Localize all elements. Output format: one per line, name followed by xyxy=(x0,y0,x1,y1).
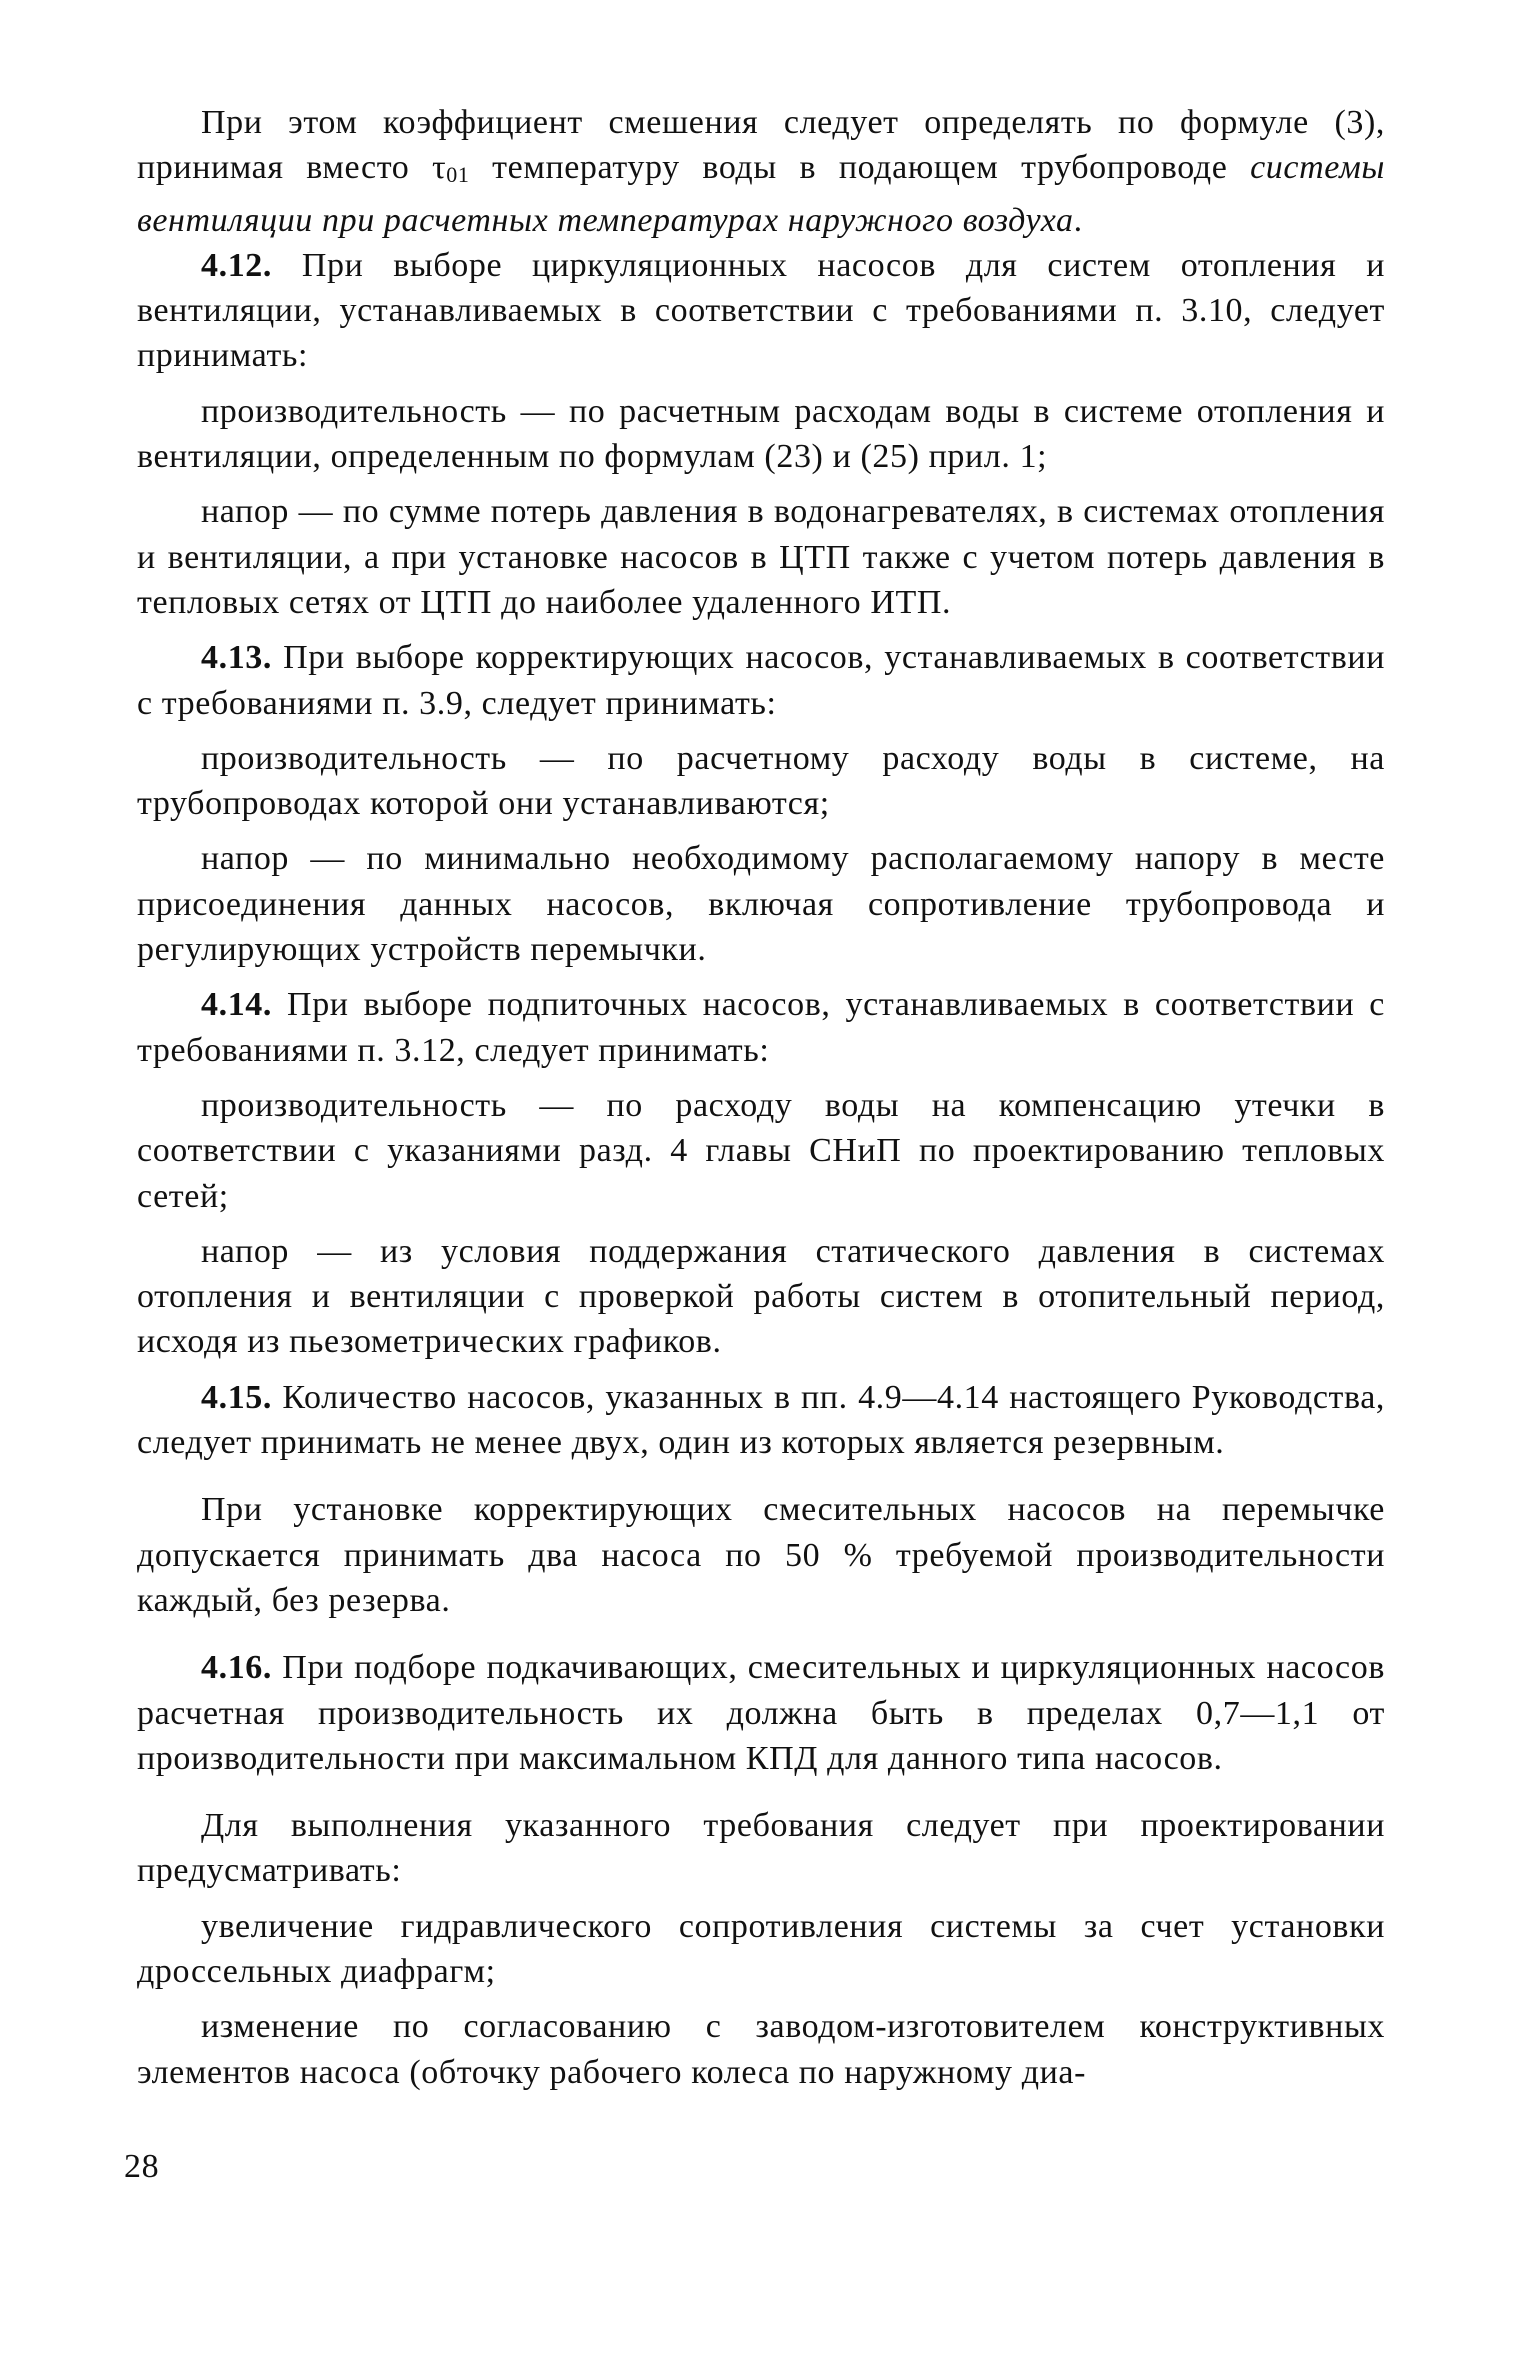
italic-phrase: системы вентиляции при расчетных температурах наружного воздуха xyxy=(137,149,1385,239)
paragraph: изменение по согласованию с заводом-изготовителем конструктивных элементов насоса (обточку рабочего колеса по наружному диа- xyxy=(137,2008,1385,2091)
clause-number: 4.15. xyxy=(201,1378,272,1416)
paragraph: производительность — по расходу воды на компенсацию утечки в соответствии с указаниями разд. 4 главы СНиП по проектированию тепловых сетей; xyxy=(137,1086,1385,1215)
body-text xyxy=(137,100,1385,2095)
paragraph: При установке корректирующих смесительных насосов на перемычке допускается принимать два насоса по 50 % требуемой производительности каждый, без резерва. xyxy=(137,1491,1385,1619)
paragraph: Для выполнения указанного требования следует при проектировании предусматривать: xyxy=(137,1807,1385,1890)
clause-4-16: 4.16. При подборе подкачивающих, смесительных и циркуляционных насосов расчетная производительность их должна быть в пределах 0,7—1,1 от производительности при максимальном КПД для данного типа насосов. xyxy=(137,1649,1385,1777)
clause-4-12: 4.12. При выборе циркуляционных насосов для систем отопления и вентиляции, устанавливаемых в соответствии с требованиями п. 3.10, следует принимать: xyxy=(137,246,1385,375)
clause-4-15: 4.15. Количество насосов, указанных в пп. 4.9—4.14 настоящего Руководства, следует принимать не менее двух, один из которых является резервным. xyxy=(137,1378,1385,1462)
paragraph: увеличение гидравлического сопротивления системы за счет установки дроссельных диафрагм; xyxy=(137,1907,1385,1990)
clause-number: 4.14. xyxy=(201,986,272,1024)
subscript: 01 xyxy=(446,162,470,188)
clause-number: 4.16. xyxy=(201,1649,272,1687)
paragraph: напор — по минимально необходимому располагаемому напору в месте присоединения данных насосов, включая сопротивление трубопровода и регулирующих устройств перемычки. xyxy=(137,840,1385,969)
clause-4-13: 4.13. При выборе корректирующих насосов, устанавливаемых в соответствии с требованиями п. 3.9, следует принимать: xyxy=(137,639,1385,722)
paragraph: производительность — по расчетному расходу воды в системе, на трубопроводах которой они устанавливаются; xyxy=(137,739,1385,823)
clause-number: 4.13. xyxy=(201,639,272,677)
clause-number: 4.12. xyxy=(201,246,272,284)
clause-4-14: 4.14. При выборе подпиточных насосов, устанавливаемых в соответствии с требованиями п. 3.12, следует принимать: xyxy=(137,986,1385,1069)
paragraph: напор — из условия поддержания статического давления в системах отопления и вентиляции с проверкой работы систем в отопительный период, исходя из пьезометрических графиков. xyxy=(137,1232,1385,1361)
paragraph-mixing-coefficient: При этом коэффициент смешения следует определять по формуле (3), принимая вместо τ01 температуру воды в подающем трубопроводе системы вентиляции при расчетных температурах наружного воздуха. xyxy=(137,104,1385,239)
paragraph: напор — по сумме потерь давления в водонагревателях, в системах отопления и вентиляции, а при установке насосов в ЦТП также с учетом потерь давления в тепловых сетях от ЦТП до наиболее удаленного ИТП. xyxy=(137,493,1385,621)
paragraph: производительность — по расчетным расходам воды в системе отопления и вентиляции, определенным по формулам (23) и (25) прил. 1; xyxy=(137,392,1385,476)
page-number: 28 xyxy=(124,2148,160,2185)
